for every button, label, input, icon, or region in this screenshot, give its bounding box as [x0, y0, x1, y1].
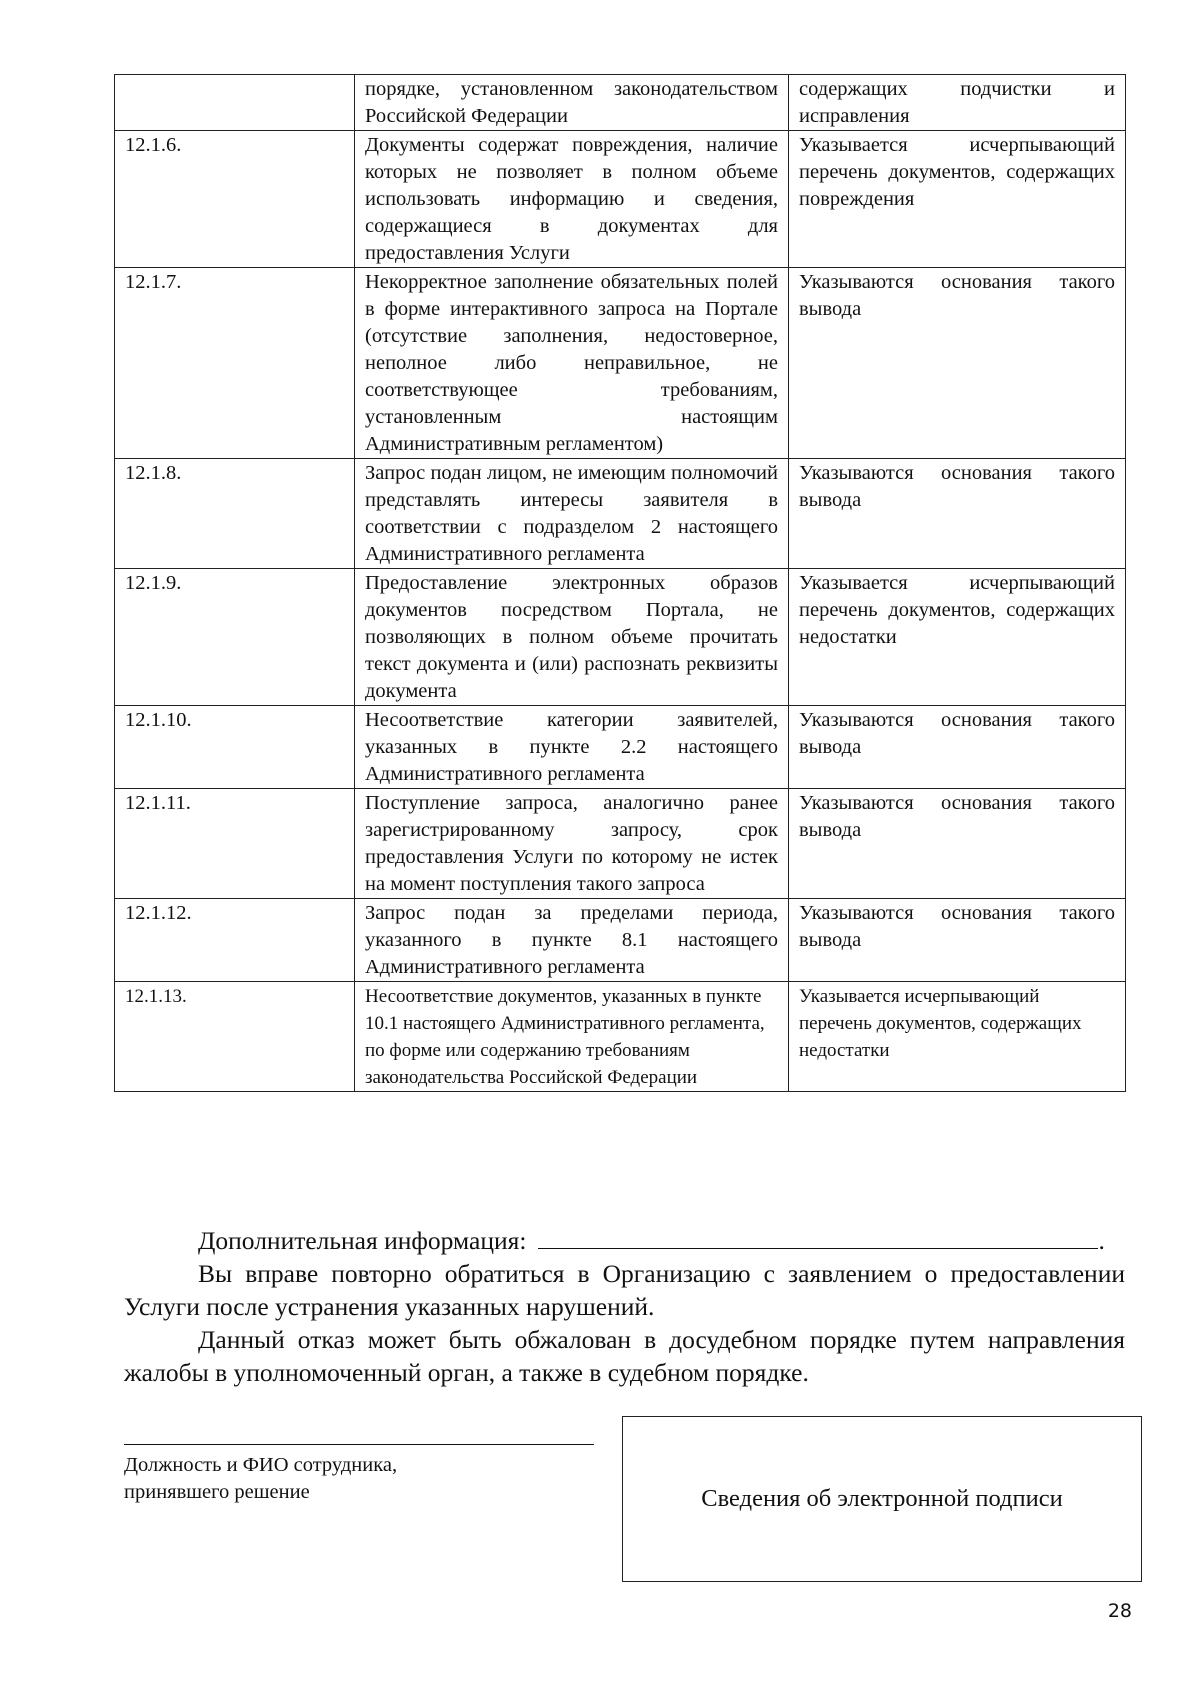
table-row — [115, 982, 1126, 1092]
row-number: 12.1.9. — [115, 569, 355, 706]
additional-info-end: . — [1098, 1226, 1105, 1255]
signatory-label-line-1: Должность и ФИО сотрудника, — [124, 1454, 398, 1476]
row-reason: Поступление запроса, аналогично ранее зарегистрированному запросу, срок предоставления Услуги по которому не истек на момент поступления такого запроса — [355, 789, 789, 899]
row-explanation: Указывается исчерпывающий перечень документов, содержащих недостатки — [789, 982, 1126, 1092]
row-explanation: Указывается исчерпывающий перечень документов, содержащих повреждения — [789, 131, 1126, 268]
appeal-paragraph: Данный отказ может быть обжалован в досудебном порядке путем направления жалобы в уполномоченный орган, а также в судебном порядке. — [124, 1325, 1125, 1387]
row-number: 12.1.8. — [115, 459, 355, 569]
row-reason: порядке, установленном законодательством Российской Федерации — [355, 75, 789, 131]
table-row — [115, 131, 1126, 268]
additional-info-label: Дополнительная информация: — [198, 1226, 527, 1255]
e-signature-label: Сведения об электронной подписи — [701, 1485, 1063, 1512]
row-number: 12.1.6. — [115, 131, 355, 268]
row-reason: Несоответствие категории заявителей, указанных в пункте 2.2 настоящего Административного регламента — [355, 706, 789, 789]
row-reason: Предоставление электронных образов документов посредством Портала, не позволяющих в полном объеме прочитать текст документа и (или) распознать реквизиты документа — [355, 569, 789, 706]
row-number: 12.1.11. — [115, 789, 355, 899]
row-number — [115, 75, 355, 131]
row-number: 12.1.10. — [115, 706, 355, 789]
e-signature-box — [622, 1416, 1142, 1582]
retry-paragraph: Вы вправе повторно обратиться в Организацию с заявлением о предоставлении Услуги после устранения указанных нарушений. — [124, 1259, 1125, 1321]
table-row — [115, 268, 1126, 459]
row-number: 12.1.12. — [115, 899, 355, 982]
additional-info — [124, 1224, 1125, 1258]
table-row — [115, 75, 1126, 131]
row-explanation: Указываются основания такого вывода — [789, 789, 1126, 899]
table-row — [115, 899, 1126, 982]
table-row — [115, 569, 1126, 706]
row-reason: Несоответствие документов, указанных в пункте 10.1 настоящего Административного регламента, по форме или содержанию требованиям законодательства Российской Федерации — [355, 982, 789, 1092]
table-row — [115, 789, 1126, 899]
table-row — [115, 459, 1126, 569]
row-explanation: Указывается исчерпывающий перечень документов, содержащих недостатки — [789, 569, 1126, 706]
row-explanation: Указываются основания такого вывода — [789, 899, 1126, 982]
row-reason: Запрос подан за пределами периода, указанного в пункте 8.1 настоящего Административного регламента — [355, 899, 789, 982]
signature-line — [124, 1444, 594, 1445]
row-explanation: содержащих подчистки и исправления — [789, 75, 1126, 131]
table-row — [115, 706, 1126, 789]
additional-info-blank-line — [538, 1224, 1098, 1249]
row-explanation: Указываются основания такого вывода — [789, 268, 1126, 459]
row-reason: Запрос подан лицом, не имеющим полномочий представлять интересы заявителя в соответствии с подразделом 2 настоящего Административного регламента — [355, 459, 789, 569]
signatory-label-line-2: принявшего решение — [124, 1481, 310, 1503]
row-number: 12.1.7. — [115, 268, 355, 459]
refusal-reasons-table — [114, 74, 1126, 1092]
row-reason: Документы содержат повреждения, наличие которых не позволяет в полном объеме использовать информацию и сведения, содержащиеся в документах для предоставления Услуги — [355, 131, 789, 268]
row-reason: Некорректное заполнение обязательных полей в форме интерактивного запроса на Портале (отсутствие заполнения, недостоверное, неполное либо неправильное, не соответствующее требованиям, установленным настоящим Административным регламентом) — [355, 268, 789, 459]
row-explanation: Указываются основания такого вывода — [789, 706, 1126, 789]
row-number: 12.1.13. — [115, 982, 355, 1092]
signatory-label — [124, 1452, 397, 1506]
row-explanation: Указываются основания такого вывода — [789, 459, 1126, 569]
page-number: 28 — [1107, 1600, 1132, 1622]
